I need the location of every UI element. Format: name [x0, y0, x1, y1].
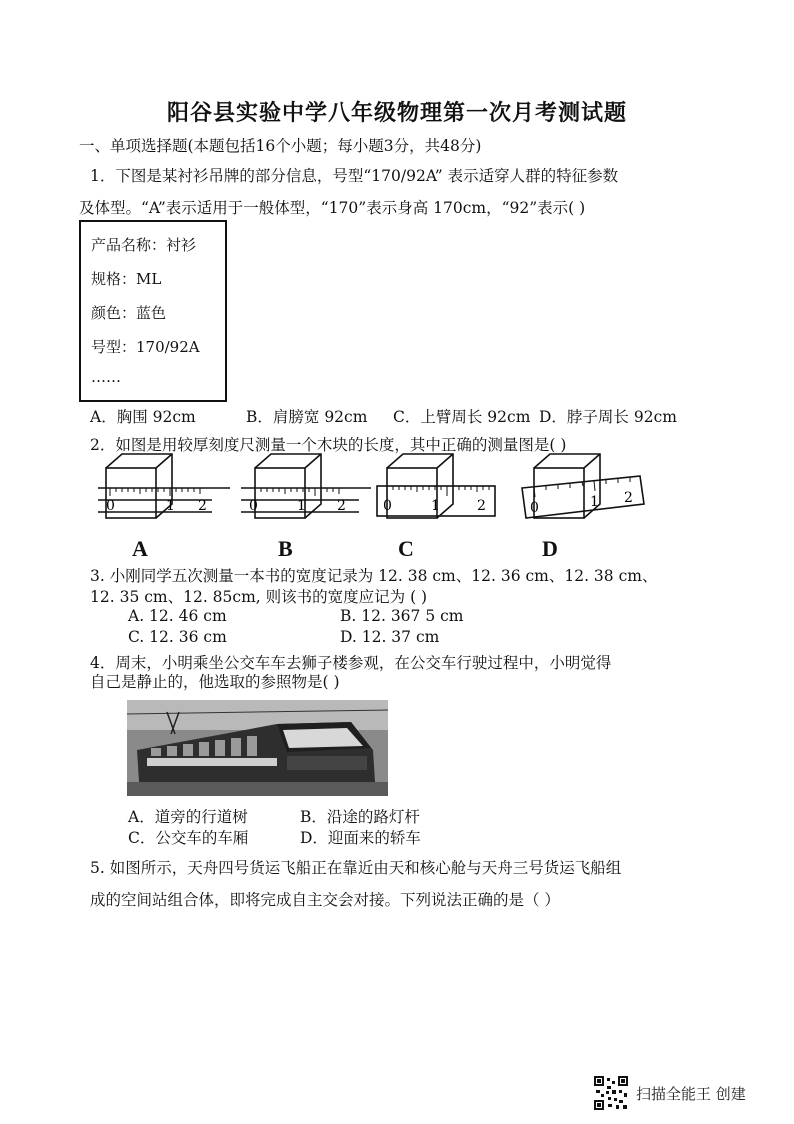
qr-code-icon [594, 1076, 628, 1110]
tick-label: 1 [431, 498, 440, 514]
tick-label: 0 [106, 498, 115, 514]
q1-option-a: A．胸围 92cm [90, 408, 196, 426]
q2-line-1: 2．如图是用较厚刻度尺测量一个木块的长度，其中正确的测量图是( ) [90, 436, 567, 454]
page-title: 阳谷县实验中学八年级物理第一次月考测试题 [166, 100, 627, 126]
tick-label: 2 [477, 498, 486, 514]
q1-line-1: 1．下图是某衬衫吊牌的部分信息，号型“170/92A” 表示适穿人群的特征参数 [90, 167, 619, 185]
q3-option-b: B. 12. 367 5 cm [340, 607, 464, 625]
section-heading: 一、单项选择题(本题包括16个小题；每小题3分，共48分) [79, 137, 482, 155]
q3-option-d: D. 12. 37 cm [340, 628, 440, 646]
q4-line-1: 4．周末，小明乘坐公交车车去狮子楼参观，在公交车行驶过程中，小明觉得 [90, 654, 612, 672]
figure-label-c: C [398, 536, 414, 561]
tick-label: 0 [530, 500, 539, 516]
q4-option-c: C．公交车的车厢 [128, 829, 249, 847]
q1-option-b: B．肩膀宽 92cm [246, 408, 368, 426]
tick-label: 2 [337, 498, 346, 514]
q4-option-b: B．沿途的路灯杆 [300, 808, 420, 826]
q3-line-1: 3. 小刚同学五次测量一本书的宽度记录为 12. 38 cm、12. 36 cm、12. 38 cm、 [90, 567, 658, 585]
tick-label: 2 [198, 498, 207, 514]
q4-option-a: A．道旁的行道树 [128, 808, 248, 826]
q4-option-d: D．迎面来的轿车 [300, 829, 421, 847]
q1-option-c: C．上臂周长 92cm [393, 408, 531, 426]
q4-line-2: 自己是静止的，他选取的参照物是( ) [90, 673, 340, 691]
tag-line: 规格：ML [91, 270, 162, 288]
q1-line-2: 及体型。“A”表示适用于一般体型，“170”表示身高 170cm，“92”表示( ) [79, 199, 586, 217]
tag-line: …… [91, 368, 121, 386]
ruler-figure-a [92, 452, 232, 532]
figure-label-a: A [132, 536, 148, 561]
scanner-watermark [594, 1076, 746, 1110]
tick-label: 1 [297, 498, 306, 514]
figure-label-d: D [542, 536, 558, 561]
tick-label: 1 [590, 494, 599, 510]
shirt-tag-box [79, 220, 227, 402]
q3-option-c: C. 12. 36 cm [128, 628, 227, 646]
tag-line: 产品名称：衬衫 [91, 236, 197, 254]
tag-line: 号型：170/92A [91, 338, 200, 356]
tick-label: 2 [624, 490, 633, 506]
figure-label-b: B [278, 536, 293, 561]
q5-line-1: 5. 如图所示，天舟四号货运飞船正在靠近由天和核心舱与天舟三号货运飞船组 [90, 859, 622, 877]
q5-line-2: 成的空间站组合体，即将完成自主交会对接。下列说法正确的是（ ） [90, 891, 560, 909]
train-icon [127, 700, 388, 796]
tick-label: 0 [249, 498, 258, 514]
train-photo [127, 700, 388, 796]
q1-option-d: D．脖子周长 92cm [539, 408, 677, 426]
tick-label: 1 [166, 498, 175, 514]
q3-line-2: 12. 35 cm、12. 85cm, 则该书的宽度应记为 ( ) [90, 588, 428, 606]
ruler-figure-c [375, 452, 515, 532]
ruler-figure-b [237, 452, 377, 532]
ruler-figure-d [520, 452, 660, 532]
tick-label: 0 [383, 498, 392, 514]
q3-option-a: A. 12. 46 cm [128, 607, 227, 625]
watermark-text: 扫描全能王 创建 [636, 1084, 746, 1103]
tag-line: 颜色：蓝色 [91, 304, 167, 322]
